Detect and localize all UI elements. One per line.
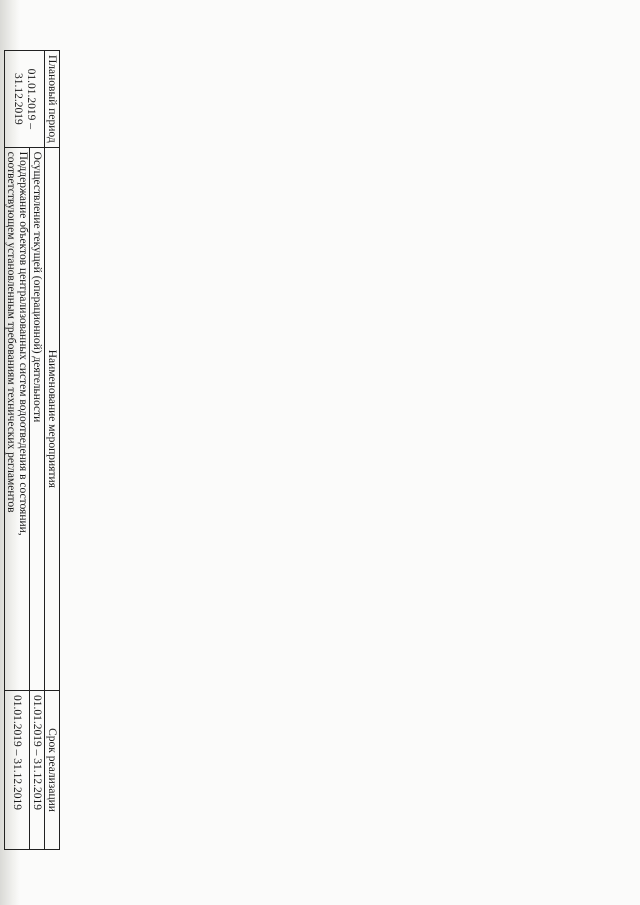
s5-r1-term: 01.01.2019 – 31.12.2019 <box>30 691 45 850</box>
section5-table <box>4 50 60 850</box>
section5-header-period: Плановый период <box>45 51 60 148</box>
s5-r2-term: 01.01.2019 – 31.12.2019 <box>5 691 30 850</box>
section5-header-term: Срок реализации <box>45 691 60 850</box>
s5-period-line1: 01.01.2019 – <box>25 68 38 130</box>
section5-header-name: Наименование мероприятия <box>45 147 60 690</box>
s5-period-line2: 31.12.2019 <box>12 72 25 125</box>
s5-r2-name-cont: соответствующем установленным требованиям технических регламентов <box>5 151 17 513</box>
s5-r1-name: Осуществление текущей (операционной) деятельности <box>30 147 45 690</box>
s5-r2-name: Поддержание объектов централизованных систем водоотведения в состоянии, <box>17 151 29 536</box>
rotated-content <box>0 0 100 905</box>
